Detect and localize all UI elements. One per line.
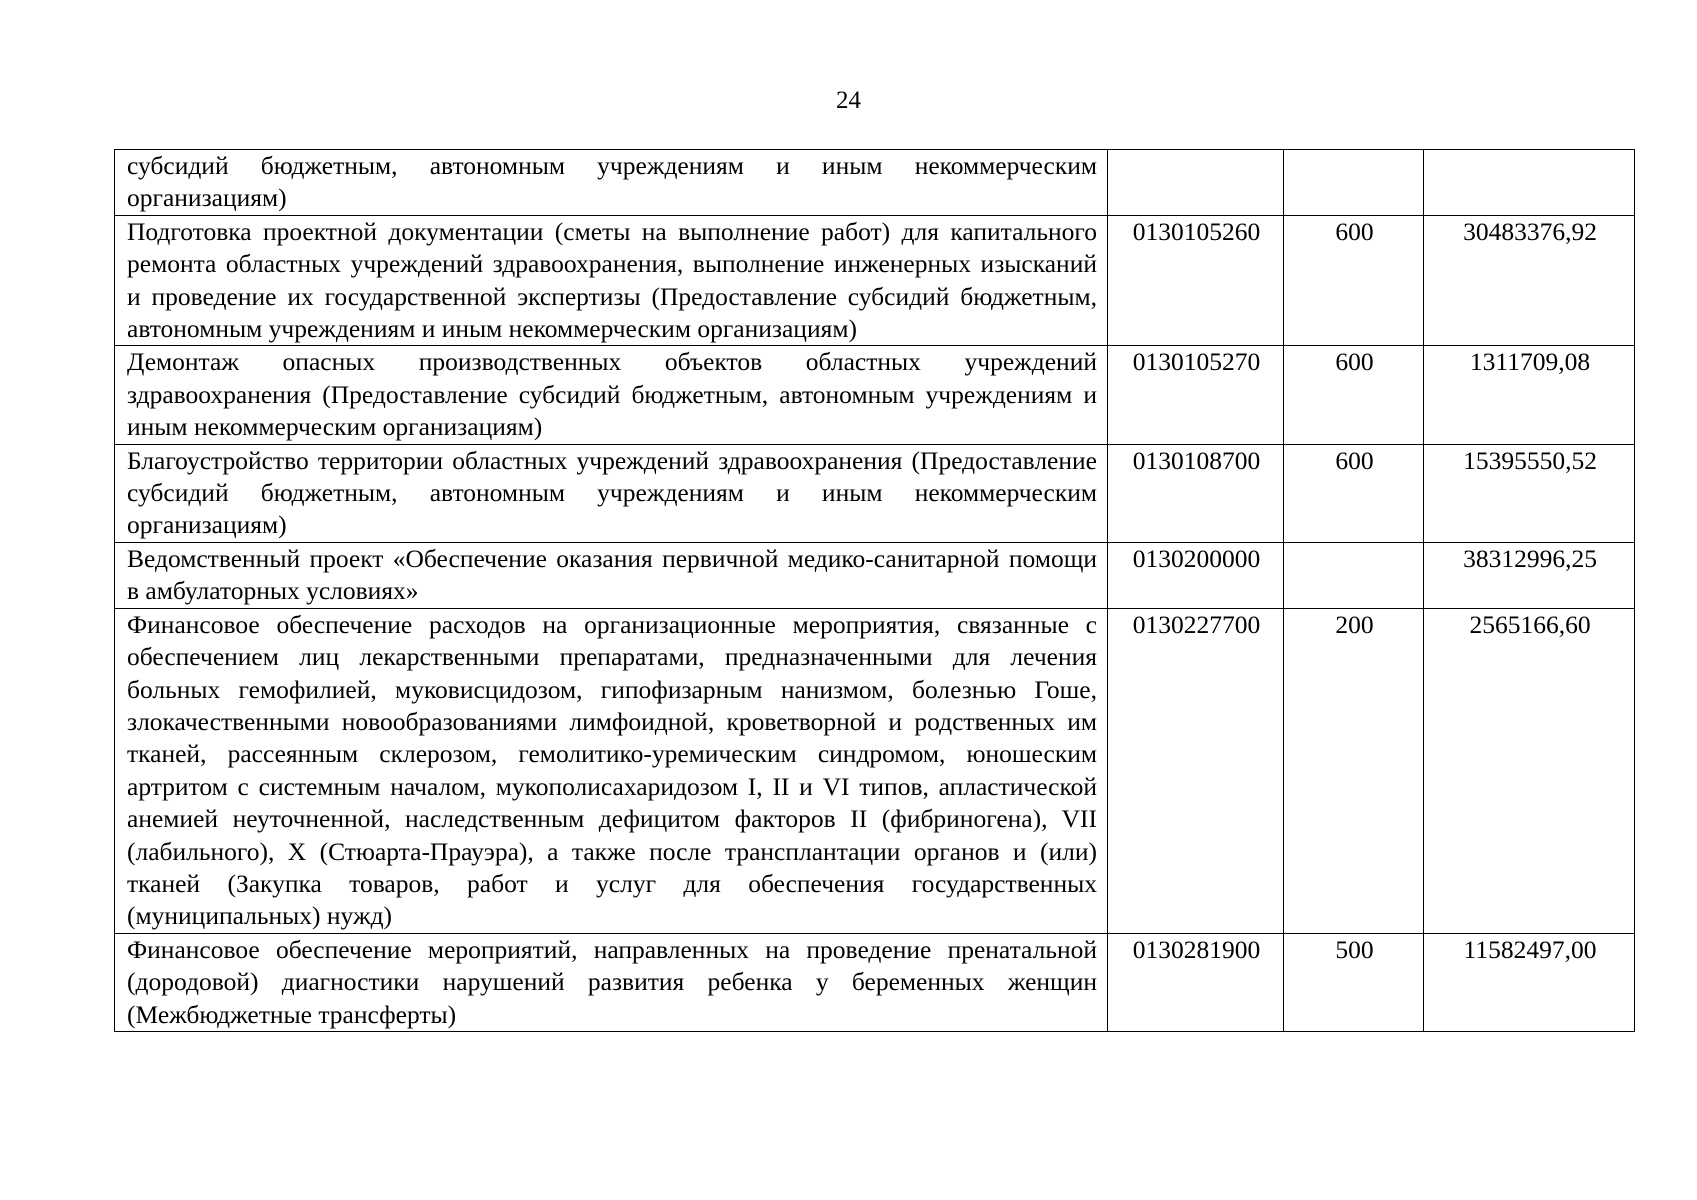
table-row xyxy=(115,444,1635,542)
row-expense-type: 600 xyxy=(1284,215,1424,346)
row-description: Благоустройство территории областных учреждений здравоохранения (Предоставление субсидий бюджетным, автономным учреждениям и иным некоммерческим организациям) xyxy=(115,444,1108,542)
table-row xyxy=(115,542,1635,608)
row-expense-type: 200 xyxy=(1284,608,1424,933)
row-description: Финансовое обеспечение расходов на организационные мероприятия, связанные с обеспечением лиц лекарственными препаратами, предназначенными для лечения больных гемофилией, муковисцидозом, гипофизарным нанизмом, болезнью Гоше, злокачественными новообразованиями лимфоидной, кроветворной и родственных им тканей, рассеянным склерозом, гемолитико-уремическим синдромом, юношеским артритом с системным началом, мукополисахаридозом I, II и VI типов, апластической анемией неуточненной, наследственным дефицитом факторов II (фибриногена), VII (лабильного), X (Стюарта-Прауэра), а также после трансплантации органов и (или) тканей (Закупка товаров, работ и услуг для обеспечения государственных (муниципальных) нужд) xyxy=(115,608,1108,933)
table-row xyxy=(115,346,1635,444)
row-amount: 11582497,00 xyxy=(1424,933,1635,1031)
row-amount: 1311709,08 xyxy=(1424,346,1635,444)
row-expense-type: 600 xyxy=(1284,346,1424,444)
row-code: 0130227700 xyxy=(1108,608,1284,933)
table-row xyxy=(115,608,1635,933)
row-code: 0130108700 xyxy=(1108,444,1284,542)
row-amount: 2565166,60 xyxy=(1424,608,1635,933)
row-code: 0130200000 xyxy=(1108,542,1284,608)
row-expense-type xyxy=(1284,542,1424,608)
table-row xyxy=(115,933,1635,1031)
row-amount xyxy=(1424,150,1635,216)
row-description: субсидий бюджетным, автономным учреждениям и иным некоммерческим организациям) xyxy=(115,150,1108,216)
row-expense-type: 600 xyxy=(1284,444,1424,542)
row-amount: 38312996,25 xyxy=(1424,542,1635,608)
row-expense-type xyxy=(1284,150,1424,216)
row-description: Демонтаж опасных производственных объектов областных учреждений здравоохранения (Предоставление субсидий бюджетным, автономным учреждениям и иным некоммерческим организациям) xyxy=(115,346,1108,444)
budget-table xyxy=(114,149,1635,1032)
row-expense-type: 500 xyxy=(1284,933,1424,1031)
row-code: 0130105260 xyxy=(1108,215,1284,346)
row-description: Ведомственный проект «Обеспечение оказания первичной медико-санитарной помощи в амбулаторных условиях» xyxy=(115,542,1108,608)
row-code: 0130281900 xyxy=(1108,933,1284,1031)
row-description: Финансовое обеспечение мероприятий, направленных на проведение пренатальной (дородовой) диагностики нарушений развития ребенка у беременных женщин (Межбюджетные трансферты) xyxy=(115,933,1108,1031)
table-row xyxy=(115,150,1635,216)
row-code: 0130105270 xyxy=(1108,346,1284,444)
row-description: Подготовка проектной документации (сметы на выполнение работ) для капитального ремонта областных учреждений здравоохранения, выполнение инженерных изысканий и проведение их государственной экспертизы (Предоставление субсидий бюджетным, автономным учреждениям и иным некоммерческим организациям) xyxy=(115,215,1108,346)
row-code xyxy=(1108,150,1284,216)
table-row xyxy=(115,215,1635,346)
page-number: 24 xyxy=(836,87,861,114)
row-amount: 30483376,92 xyxy=(1424,215,1635,346)
row-amount: 15395550,52 xyxy=(1424,444,1635,542)
